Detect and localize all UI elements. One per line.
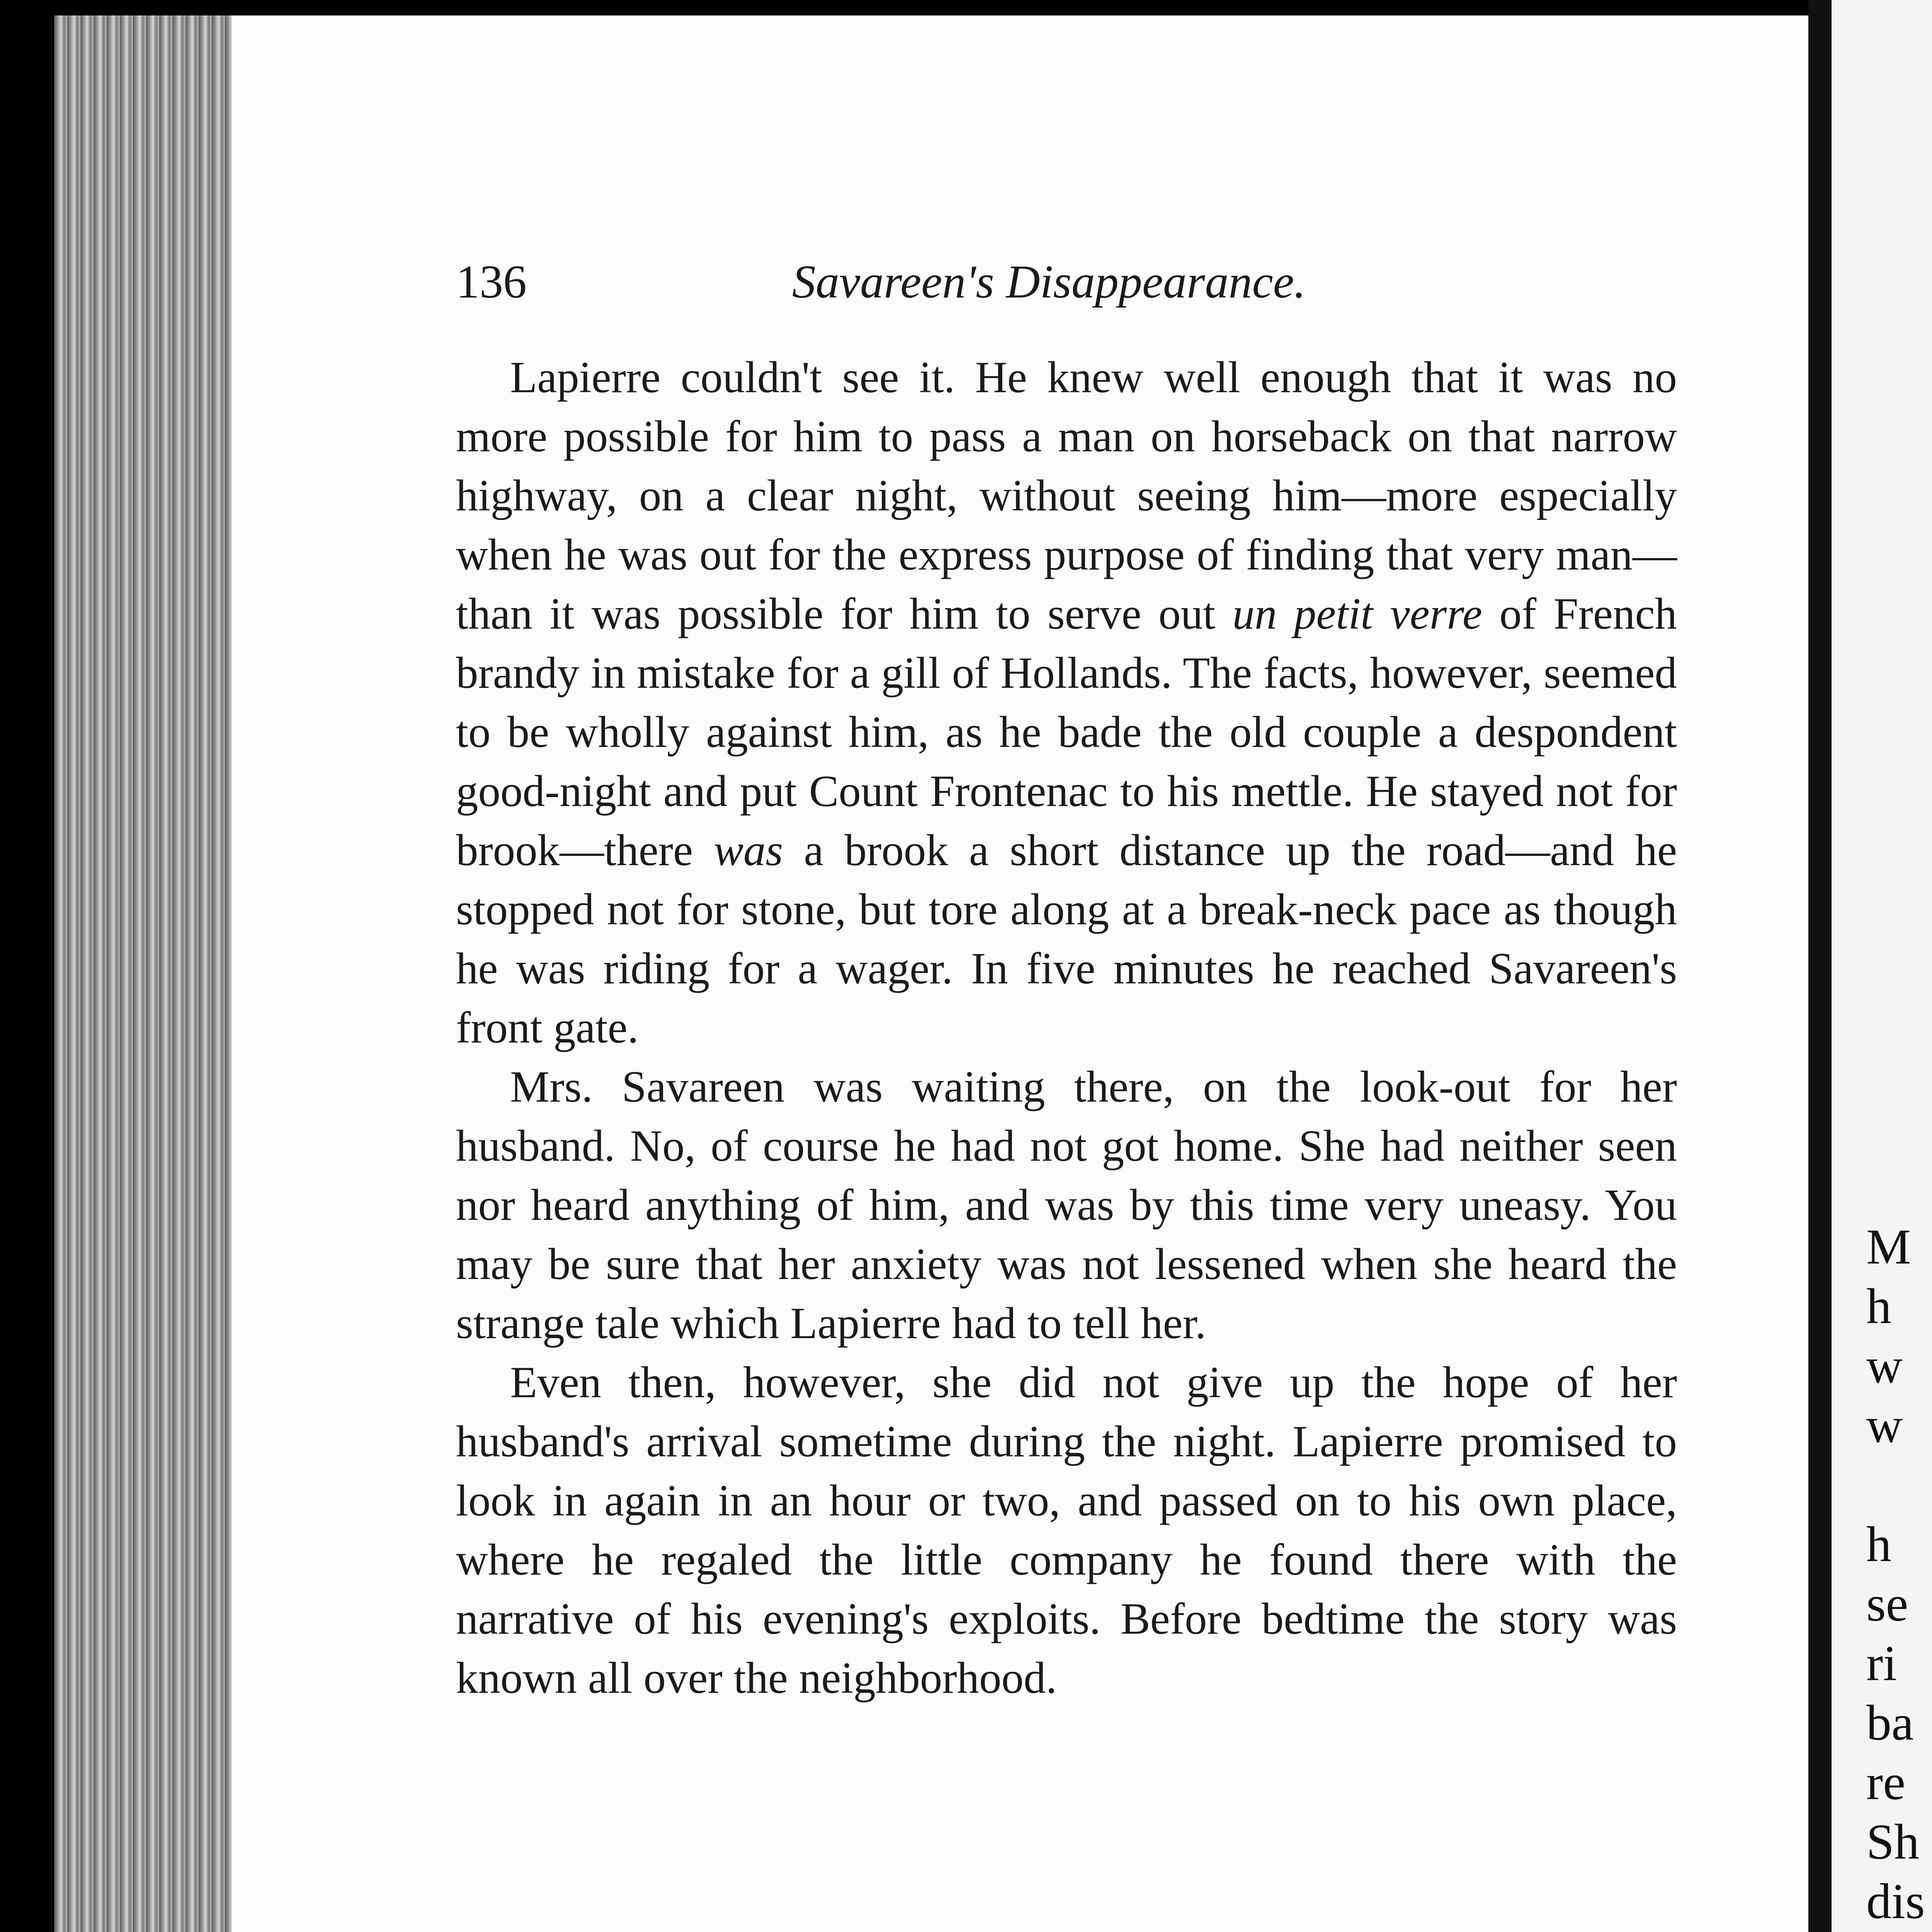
book-fore-edge: [54, 15, 232, 1932]
paragraph-1-part-1: Lapierre couldn't see it. He knew well enough that it was no more possible for him to pass a man on horseback on that narrow highway, on a clear night, without seeing him—more especially when he was out for the express purpose of finding that very man—than it was possible for him to serve out: [456, 353, 1677, 638]
paragraph-1-part-3: a brook a short distance up the road—and he stopped not for stone, but tore along at a break-neck pace as though he was riding for a wager. In five minutes he reached Savareen's front gate.: [456, 826, 1677, 1052]
paragraph-1-italic-phrase: un petit verre: [1232, 589, 1483, 638]
book-gutter: [1808, 0, 1832, 1932]
paragraph-1-part-2: of French brandy in mistake for a gill of Hollands. The facts, however, seemed to be wholly against him, as he bade the old couple a despondent good-night and put Count Frontenac to his mettle. He stayed not for brook—there: [456, 589, 1677, 875]
running-header: [456, 255, 1368, 332]
paragraph-1-italic-word: was: [714, 826, 783, 875]
facing-page-text: M h w w h se ri ba re Sh dis: [1866, 1219, 1925, 1929]
paragraph-2: Mrs. Savareen was waiting there, on the look-out for her husband. No, of course he had not got home. She had neither seen nor heard anything of him, and was by this time very uneasy. You may be sure that her anxiety was not lessened when she heard the strange tale which Lapierre had to tell her.: [456, 1062, 1677, 1348]
page-number: 136: [456, 256, 527, 308]
paragraph-3: Even then, however, she did not give up the hope of her husband's arrival sometime during the night. Lapierre promised to look in again in an hour or two, and passed on to his own place, where he regaled the little company he found there with the narrative of his evening's exploits. Before bedtime the story was known all over the neighborhood.: [456, 1358, 1677, 1702]
body-text: [456, 348, 1677, 1708]
paragraph-1: [456, 348, 1677, 1057]
running-title: Savareen's Disappearance.: [792, 256, 1306, 308]
